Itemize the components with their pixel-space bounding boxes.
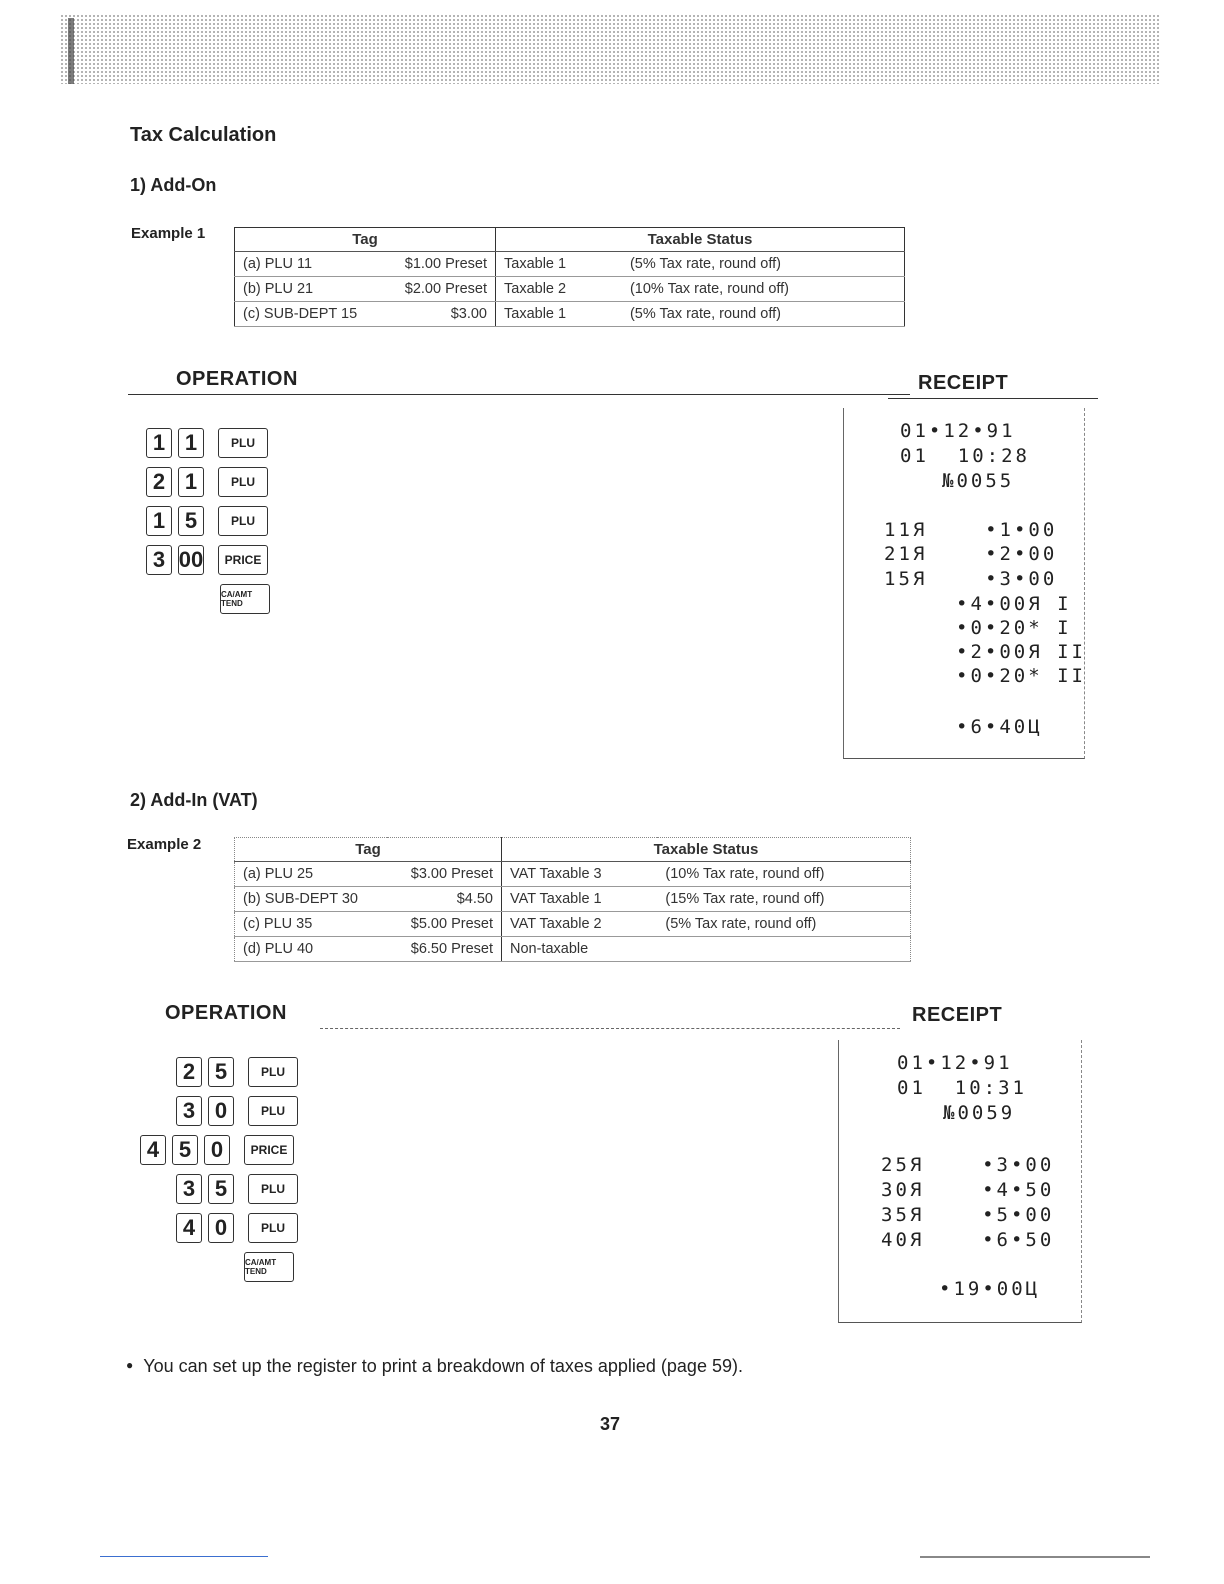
row-status: VAT Taxable 2	[502, 912, 658, 937]
operation-heading: OPERATION	[170, 368, 304, 391]
number-key[interactable]: 4	[176, 1213, 202, 1243]
row-rate	[657, 937, 910, 962]
operation-heading: OPERATION	[165, 1002, 287, 1024]
example1-label: Example 1	[131, 225, 206, 242]
row-item: (c) SUB-DEPT 15	[235, 302, 384, 327]
row-status: Taxable 1	[496, 252, 622, 277]
table-row	[235, 862, 911, 887]
receipt-line: 01 10:31	[897, 1077, 1027, 1099]
receipt-line: 21Я •2•00	[884, 543, 1058, 565]
number-key[interactable]: 0	[208, 1213, 234, 1243]
receipt-line: №0059	[943, 1102, 1016, 1124]
section2-heading: 2) Add-In (VAT)	[130, 790, 258, 810]
key-row	[146, 584, 270, 614]
example2-label: Example 2	[127, 836, 202, 853]
receipt-1	[843, 408, 1085, 759]
number-key[interactable]: 4	[140, 1135, 166, 1165]
page-number: 37	[600, 1414, 621, 1434]
table-row	[235, 302, 905, 327]
row-price: $4.50	[387, 887, 502, 912]
plu-key[interactable]: PLU	[248, 1057, 298, 1087]
number-key[interactable]: 0	[204, 1135, 230, 1165]
example2-table	[234, 837, 911, 962]
receipt-heading: RECEIPT	[912, 1004, 1003, 1026]
receipt-rule	[888, 398, 1098, 399]
key-sequence-2	[140, 1057, 298, 1282]
row-price: $2.00 Preset	[383, 277, 495, 302]
plu-key[interactable]: PLU	[248, 1174, 298, 1204]
row-price: $3.00	[383, 302, 495, 327]
key-row	[140, 1252, 298, 1282]
footer-rule	[920, 1556, 1150, 1558]
key-row	[140, 1213, 298, 1243]
number-key[interactable]: 00	[178, 545, 204, 575]
row-item: (c) PLU 35	[235, 912, 387, 937]
receipt-line: •4•00Я I	[956, 593, 1072, 615]
key-row	[140, 1174, 298, 1204]
receipt-line: •2•00Я II	[956, 641, 1086, 663]
number-key[interactable]: 1	[146, 506, 172, 536]
number-key[interactable]: 1	[178, 467, 204, 497]
plu-key[interactable]: PLU	[218, 467, 268, 497]
operation-rule	[128, 394, 910, 395]
key-row	[146, 428, 270, 458]
key-row	[146, 506, 270, 536]
receipt-line: 11Я •1•00	[884, 519, 1058, 541]
receipt-line: 15Я •3•00	[884, 568, 1058, 590]
receipt-line: 01•12•91	[897, 1052, 1013, 1074]
number-key[interactable]: 2	[146, 467, 172, 497]
number-key[interactable]: 3	[176, 1174, 202, 1204]
number-key[interactable]: 5	[172, 1135, 198, 1165]
number-key[interactable]: 1	[178, 428, 204, 458]
row-rate: (10% Tax rate, round off)	[622, 277, 905, 302]
footnote-text: You can set up the register to print a breakdown of taxes applied (page 59).	[143, 1356, 743, 1376]
table-row	[235, 277, 905, 302]
key-sequence-1	[146, 428, 270, 614]
plu-key[interactable]: PLU	[218, 506, 268, 536]
operation-rule	[320, 1028, 900, 1029]
number-key[interactable]: 3	[176, 1096, 202, 1126]
row-price: $1.00 Preset	[383, 252, 495, 277]
row-item: (b) PLU 21	[235, 277, 384, 302]
receipt-2	[838, 1040, 1082, 1323]
number-key[interactable]: 5	[208, 1174, 234, 1204]
row-rate: (15% Tax rate, round off)	[657, 887, 910, 912]
plu-key[interactable]: PLU	[248, 1096, 298, 1126]
receipt-line: 01 10:28	[900, 445, 1030, 467]
section1-heading: 1) Add-On	[130, 175, 217, 195]
receipt-line: 35Я •5•00	[881, 1204, 1055, 1226]
receipt-line: 01•12•91	[900, 420, 1016, 442]
table-row	[235, 252, 905, 277]
number-key[interactable]: 1	[146, 428, 172, 458]
table-header-status: Taxable Status	[496, 228, 905, 252]
receipt-line: 30Я •4•50	[881, 1179, 1055, 1201]
row-status: VAT Taxable 3	[502, 862, 658, 887]
row-rate: (5% Tax rate, round off)	[657, 912, 910, 937]
table-row	[235, 937, 911, 962]
row-status: Non-taxable	[502, 937, 658, 962]
key-row	[140, 1057, 298, 1087]
example1-table	[234, 227, 905, 327]
row-status: VAT Taxable 1	[502, 887, 658, 912]
receipt-line: №0055	[942, 470, 1015, 492]
table-row	[235, 912, 911, 937]
row-rate: (10% Tax rate, round off)	[657, 862, 910, 887]
receipt-line: 40Я •6•50	[881, 1229, 1055, 1251]
footer-rule	[100, 1556, 268, 1557]
table-header-status: Taxable Status	[502, 838, 911, 862]
receipt-line: •19•00Ц	[939, 1278, 1041, 1300]
row-price: $5.00 Preset	[387, 912, 502, 937]
receipt-line: •0•20* II	[956, 665, 1086, 687]
table-row	[235, 887, 911, 912]
plu-key[interactable]: PLU	[218, 428, 268, 458]
row-item: (b) SUB-DEPT 30	[235, 887, 387, 912]
price-key[interactable]: PRICE	[244, 1135, 294, 1165]
row-status: Taxable 1	[496, 302, 622, 327]
scan-header-edge	[68, 18, 74, 84]
receipt-heading: RECEIPT	[914, 372, 1012, 395]
number-key[interactable]: 5	[178, 506, 204, 536]
number-key[interactable]: 2	[176, 1057, 202, 1087]
key-row	[146, 467, 270, 497]
key-row	[140, 1096, 298, 1126]
key-row	[140, 1135, 298, 1165]
bullet-icon: ●	[126, 1358, 134, 1372]
receipt-line: •6•40Ц	[956, 716, 1043, 738]
row-status: Taxable 2	[496, 277, 622, 302]
table-header-tag: Tag	[235, 838, 502, 862]
row-item: (d) PLU 40	[235, 937, 387, 962]
key-row	[146, 545, 270, 575]
ca-amt-tend-key[interactable]: CA/AMT TEND	[220, 584, 270, 614]
row-item: (a) PLU 11	[235, 252, 384, 277]
number-key[interactable]: 5	[208, 1057, 234, 1087]
receipt-line: •0•20* I	[956, 617, 1072, 639]
ca-amt-tend-key[interactable]: CA/AMT TEND	[244, 1252, 294, 1282]
plu-key[interactable]: PLU	[248, 1213, 298, 1243]
row-price: $6.50 Preset	[387, 937, 502, 962]
footnote	[126, 1356, 743, 1377]
row-rate: (5% Tax rate, round off)	[622, 252, 905, 277]
receipt-line: 25Я •3•00	[881, 1154, 1055, 1176]
row-item: (a) PLU 25	[235, 862, 387, 887]
scan-header-band	[60, 14, 1160, 84]
row-rate: (5% Tax rate, round off)	[622, 302, 905, 327]
number-key[interactable]: 3	[146, 545, 172, 575]
price-key[interactable]: PRICE	[218, 545, 268, 575]
row-price: $3.00 Preset	[387, 862, 502, 887]
page-title: Tax Calculation	[130, 124, 277, 146]
table-header-tag: Tag	[235, 228, 496, 252]
number-key[interactable]: 0	[208, 1096, 234, 1126]
